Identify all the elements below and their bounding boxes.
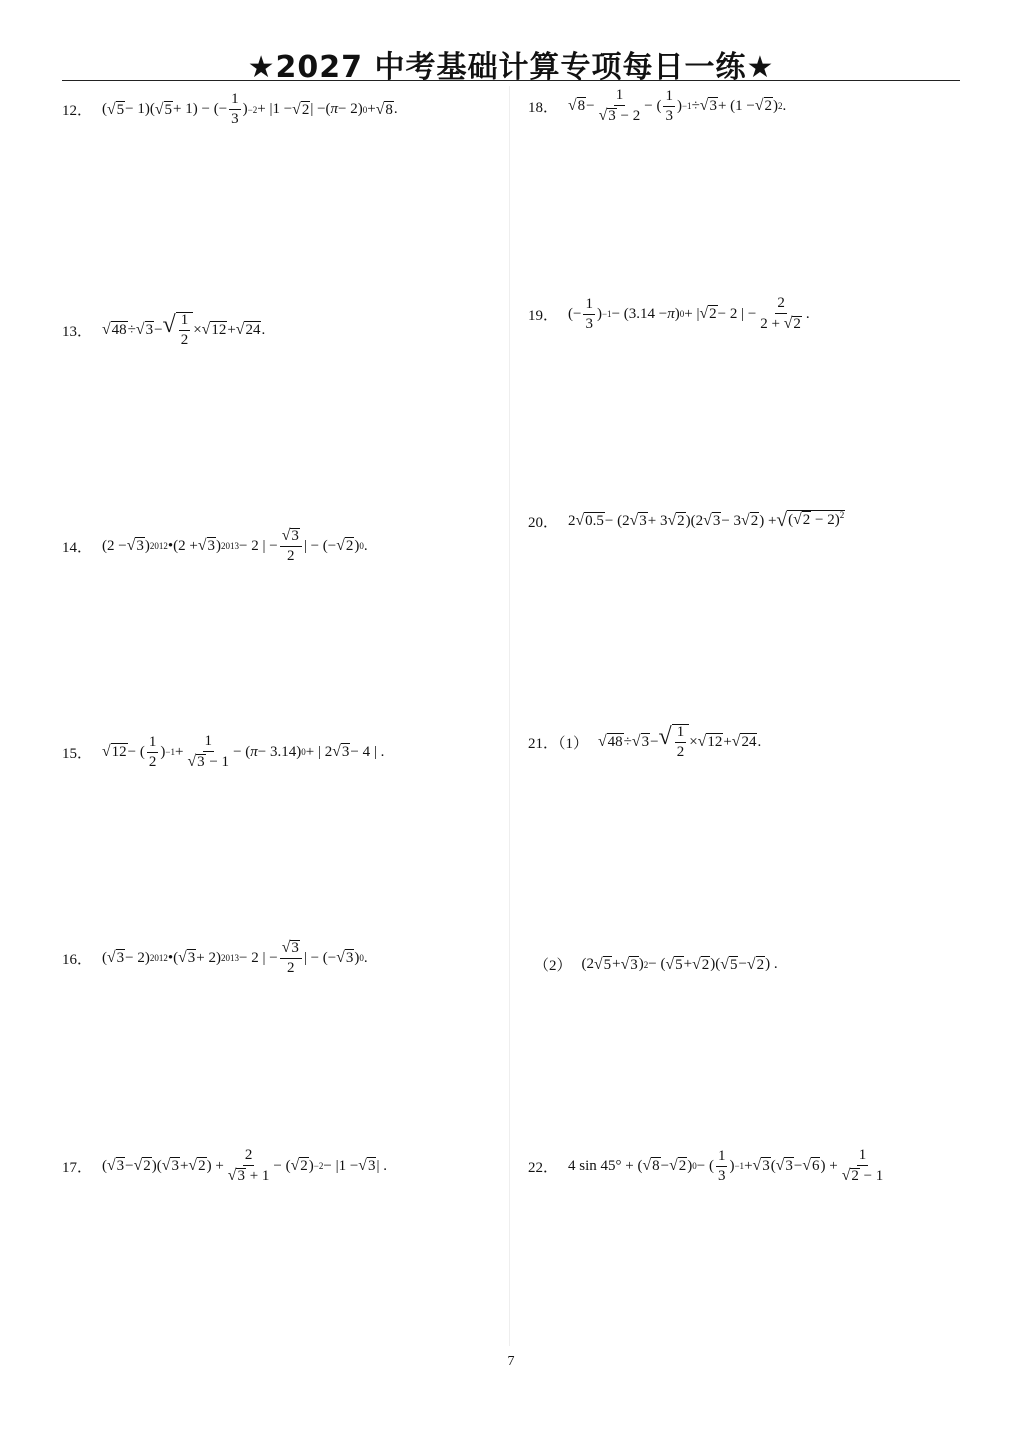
problem-number: 22．: [528, 1159, 559, 1176]
problem-expression: (− $\frac{1}{3}$ ) −1 − (3.14 − π ) 0 + | √ 2 − 2 | − 2 2 + √ 2 .: [568, 295, 810, 332]
problem-14: [62, 528, 368, 564]
problem-expression: √ 8 − 1 √ 3 − 2 − ( $\frac{1}{3}$ ) −1 ÷ √ 3 + (1 − √ 2 ) 2 .: [568, 87, 787, 124]
problem-12: [62, 92, 398, 127]
title-rule: [62, 80, 960, 81]
problem-expression: √ 12 − ( $\frac{1}{2}$ ) −1 + 1 √ 3 − 1 − ( π − 3.14) 0 + | 2 √ 3 − 4 | .: [102, 733, 385, 770]
problem-number: 19．: [528, 307, 559, 324]
problem-expression: ( √ 3 − 2) 2012 •( √ 3 + 2) 2013 − 2 | − √ 3 2 | − (− √ 3 ) 0 .: [102, 939, 368, 976]
problem-expression: 2 √ 0.5 − (2 √ 3 + 3 √ 2 )(2 √ 3 − 3 √ 2 ) + √ ( √ 2 − 2)$^2$: [568, 510, 845, 531]
problem-16: [62, 940, 368, 976]
problem-19: [528, 296, 810, 332]
problem-22: [528, 1148, 887, 1184]
problem-17: [62, 1148, 387, 1184]
problem-21-1: [528, 724, 761, 760]
problem-number: 14．: [62, 539, 93, 556]
problem-expression: 4 sin 45° + ( √ 8 − √ 2 ) 0 − ( $\frac{1}{3}$ ) −1 + √ 3 ( √ 3 − √ 6 ) + 1 √ 2 − 1: [568, 1147, 884, 1184]
problem-expression: (2 √ 5 + √ 3 ) 2 − ( √ 5 + √ 2 )( √ 5 − √ 2 ) .: [581, 955, 778, 973]
problem-number: 15．: [62, 745, 93, 762]
problem-21-2: [534, 954, 778, 975]
problem-number: （2）: [534, 958, 572, 974]
problem-number: 17．: [62, 1159, 93, 1176]
problem-expression: √ 48 ÷ √ 3 − √ $\frac{1}{2}$ × √ 12 + √ 24 .: [102, 312, 266, 348]
problem-number: 16．: [62, 951, 93, 968]
page-title: ★2027 中考基础计算专项每日一练★: [247, 50, 775, 85]
problem-13: [62, 312, 265, 348]
problem-number: 13．: [62, 323, 93, 340]
problem-expression: (2 − √ 3 ) 2012 •(2 + √ 3 ) 2013 − 2 | − √ 3 2 | − (− √ 2 ) 0 .: [102, 527, 368, 564]
problem-expression: ( √ 5 − 1)( √ 5 + 1) − (− $\frac{1}{3}$ ) −2 + |1 − √ 2 | −( π − 2) 0 + √ 8 .: [102, 91, 398, 127]
problem-expression: √ 48 ÷ √ 3 − √ $\frac{1}{2}$ × √ 12 + √ 24 .: [598, 724, 762, 760]
page-number: 7: [507, 1354, 515, 1369]
problem-20: [528, 510, 845, 532]
problem-expression: ( √ 3 − √ 2 )( √ 3 + √ 2 ) + 2 √ 3 + 1 − ( √ 2 ) −2 − |1 − √ 3 | .: [102, 1147, 387, 1184]
problem-number: 18．: [528, 99, 559, 116]
problem-18: [528, 88, 786, 124]
problem-number: 21．（1）: [528, 735, 589, 752]
problem-number: 12．: [62, 103, 93, 119]
problem-number: 20．: [528, 514, 559, 531]
column-divider: [509, 86, 510, 1346]
problem-15: [62, 734, 384, 770]
